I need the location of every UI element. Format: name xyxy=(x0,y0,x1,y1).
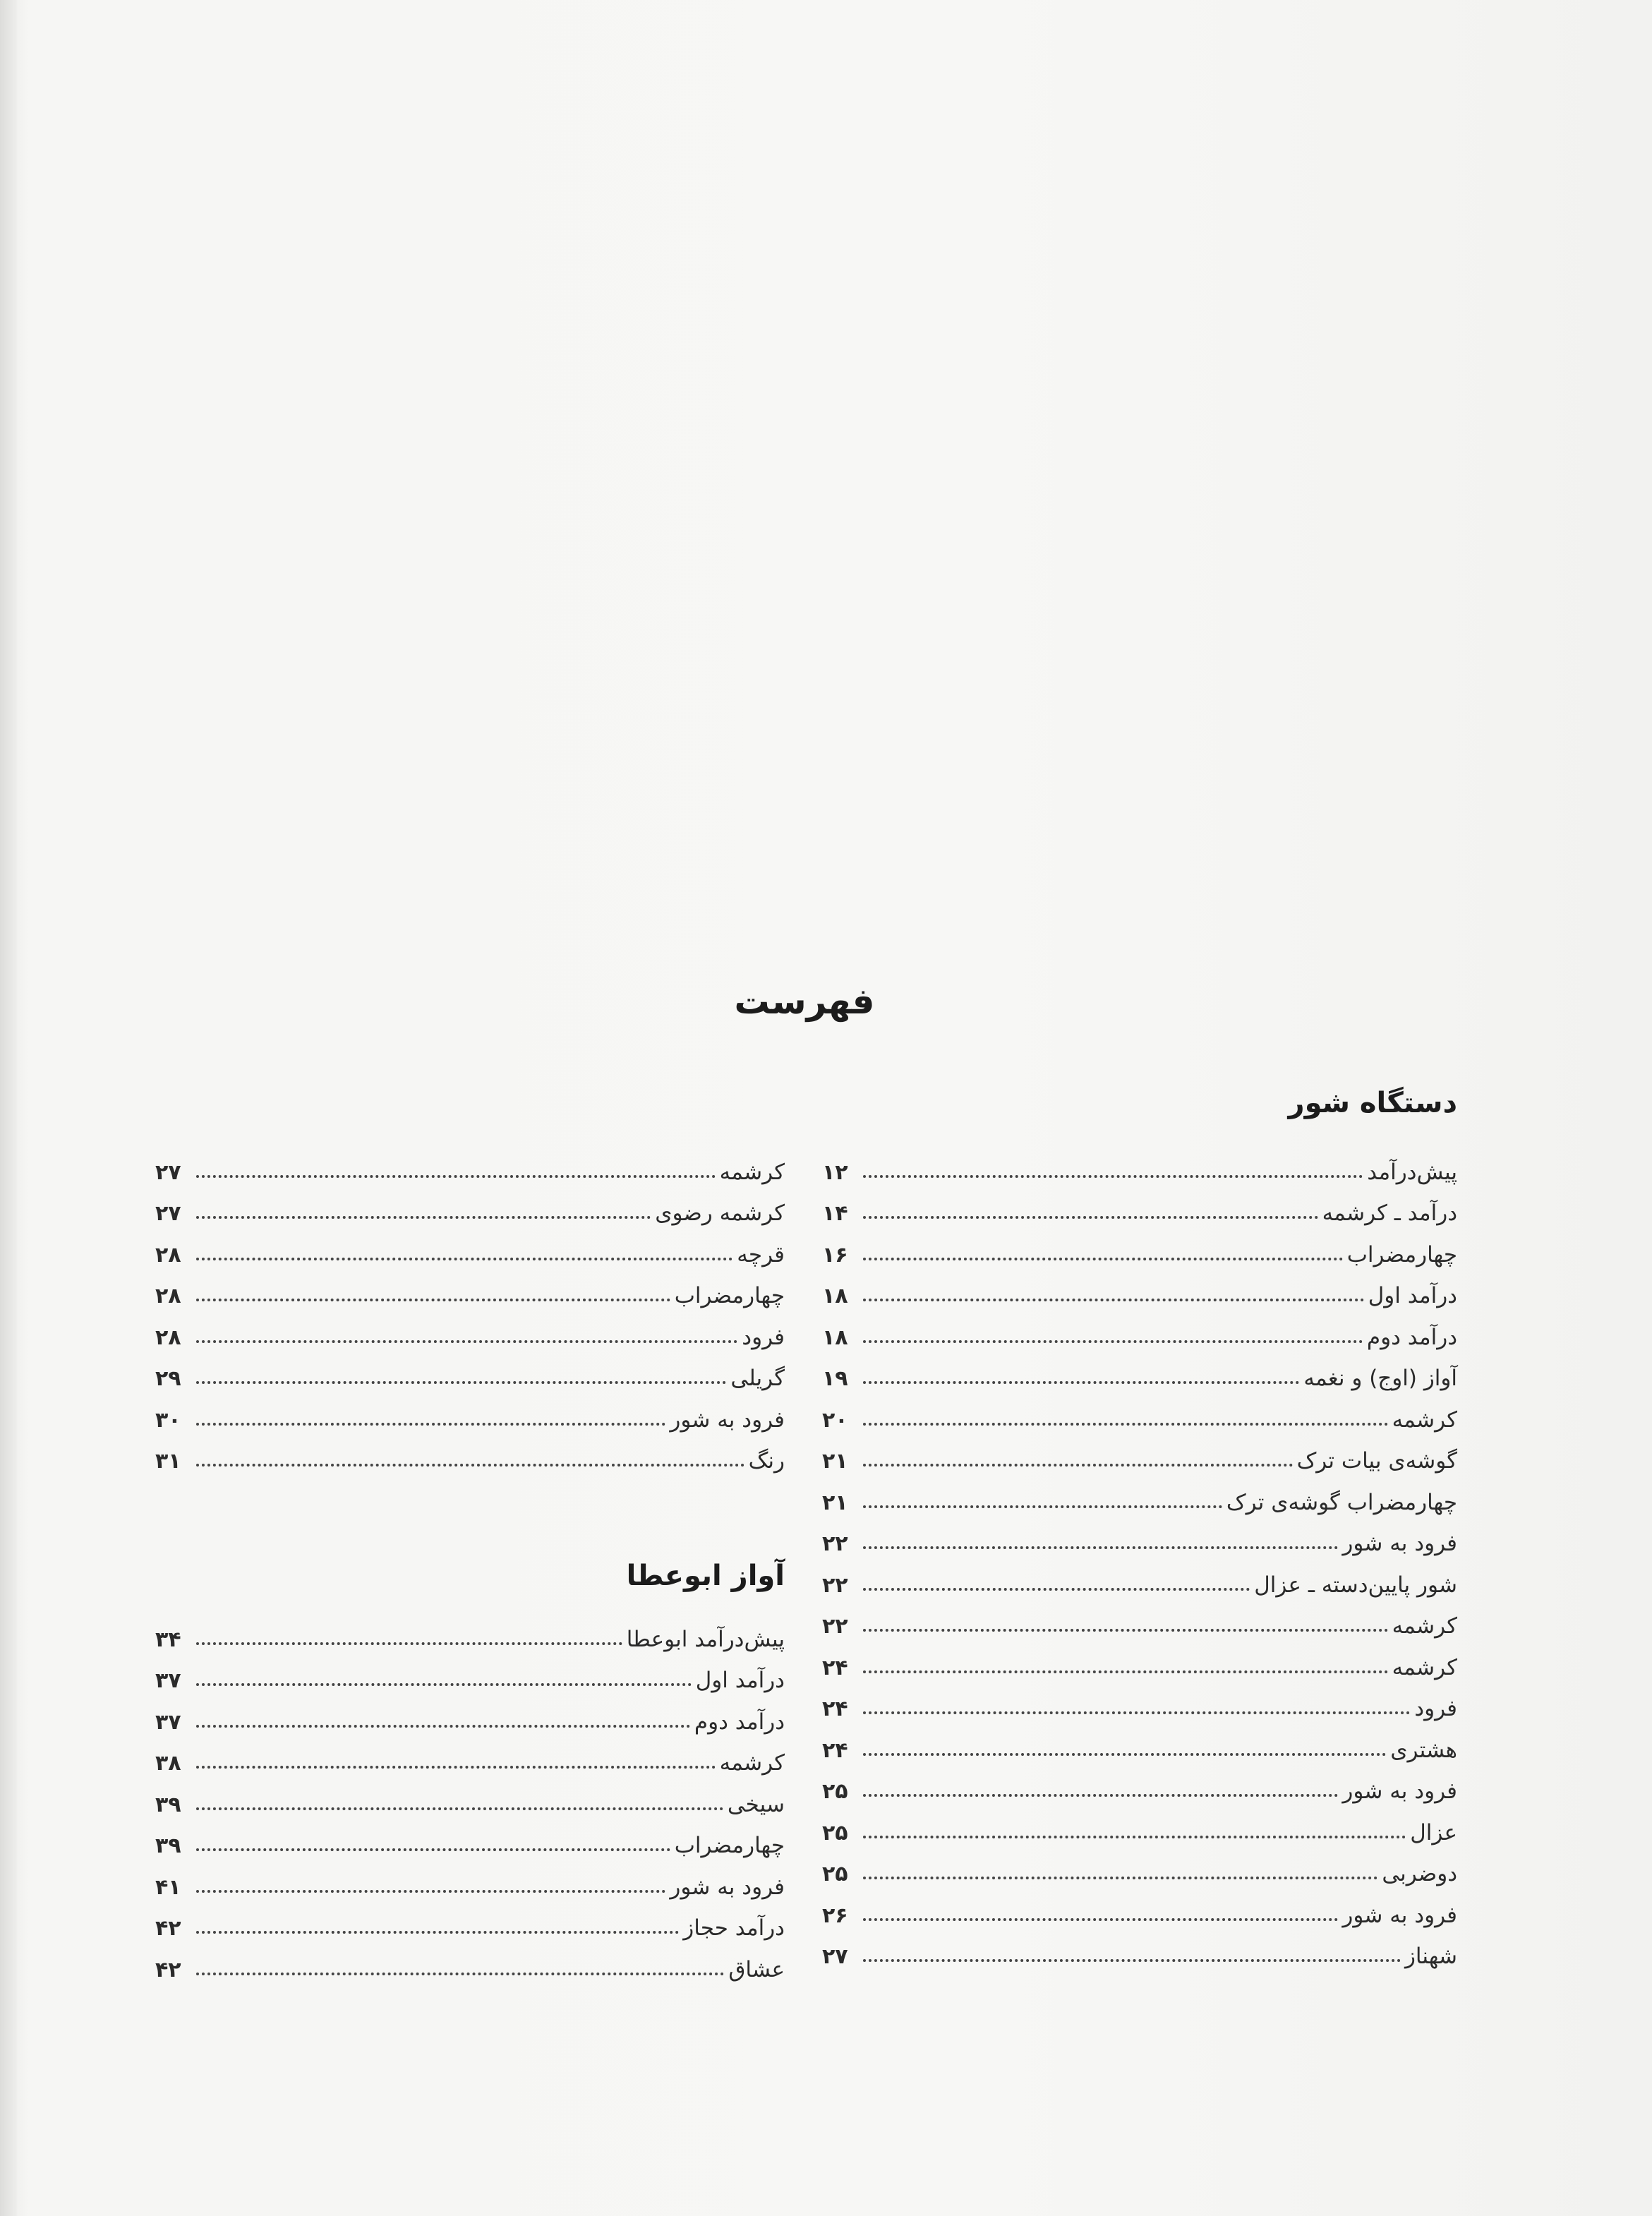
entry-title: گریلی xyxy=(730,1366,785,1391)
entry-page-number: ۳۹ xyxy=(155,1792,181,1817)
entry-page-number: ۴۲ xyxy=(155,1957,181,1982)
toc-entry xyxy=(822,1845,1457,1887)
entry-page-number: ۲۸ xyxy=(155,1284,181,1308)
dot-leader xyxy=(196,1766,716,1769)
entry-title: فرود به شور xyxy=(1342,1531,1457,1556)
entry-title: رنگ xyxy=(748,1448,785,1474)
toc-title: فهرست xyxy=(734,981,875,1022)
toc-list-avaz-abuata xyxy=(155,1610,785,1982)
entry-title: کرشمه xyxy=(719,1159,785,1185)
toc-entry xyxy=(822,1721,1457,1763)
toc-entry xyxy=(155,1693,785,1735)
entry-page-number: ۲۷ xyxy=(155,1201,181,1226)
entry-title: درآمد دوم xyxy=(694,1709,785,1735)
dot-leader xyxy=(863,1629,1388,1632)
dot-leader xyxy=(196,1890,665,1893)
entry-title: گوشه‌ی بیات ترک xyxy=(1296,1448,1457,1474)
toc-entry xyxy=(155,1776,785,1817)
entry-page-number: ۱۴ xyxy=(822,1201,848,1226)
entry-page-number: ۴۲ xyxy=(155,1916,181,1941)
dot-leader xyxy=(196,1931,679,1934)
entry-title: کرشمه رضوی xyxy=(655,1200,785,1226)
entry-page-number: ۲۴ xyxy=(822,1697,848,1721)
entry-page-number: ۲۵ xyxy=(822,1779,848,1804)
entry-page-number: ۲۱ xyxy=(822,1490,848,1515)
toc-entry xyxy=(155,1858,785,1900)
entry-title: هشتری xyxy=(1390,1737,1457,1763)
dot-leader xyxy=(863,1299,1364,1301)
dot-leader xyxy=(863,1670,1388,1673)
dot-leader xyxy=(196,1299,670,1301)
toc-entry xyxy=(822,1267,1457,1309)
dot-leader xyxy=(196,1216,651,1219)
entry-title: پیش‌درآمد xyxy=(1367,1159,1457,1185)
toc-entry xyxy=(822,1639,1457,1680)
entry-page-number: ۱۹ xyxy=(822,1366,848,1391)
entry-page-number: ۲۸ xyxy=(155,1325,181,1350)
entry-page-number: ۱۸ xyxy=(822,1325,848,1350)
dot-leader xyxy=(863,1794,1338,1797)
entry-page-number: ۲۰ xyxy=(822,1407,848,1433)
entry-page-number: ۱۸ xyxy=(822,1284,848,1308)
toc-entry xyxy=(822,1185,1457,1227)
entry-page-number: ۲۶ xyxy=(822,1903,848,1928)
toc-entry xyxy=(155,1941,785,1982)
toc-entry xyxy=(822,1391,1457,1433)
entry-title: عزال xyxy=(1410,1819,1457,1845)
entry-title: فرود xyxy=(1414,1696,1457,1721)
toc-list-dastgah-shur-continued xyxy=(155,1143,785,1474)
toc-entry xyxy=(822,1143,1457,1185)
entry-page-number: ۲۷ xyxy=(155,1160,181,1185)
entry-page-number: ۲۴ xyxy=(822,1655,848,1680)
dot-leader xyxy=(863,1216,1318,1219)
dot-leader xyxy=(863,1959,1401,1962)
entry-title: فرود به شور xyxy=(1342,1902,1457,1928)
toc-entry xyxy=(822,1350,1457,1392)
entry-page-number: ۱۲ xyxy=(822,1160,848,1185)
toc-entry xyxy=(822,1928,1457,1970)
toc-list-dastgah-shur xyxy=(822,1143,1457,1969)
dot-leader xyxy=(863,1918,1338,1921)
entry-title: فرود xyxy=(742,1324,785,1350)
dot-leader xyxy=(196,1642,622,1645)
entry-page-number: ۲۵ xyxy=(822,1820,848,1845)
entry-page-number: ۲۷ xyxy=(822,1944,848,1969)
dot-leader xyxy=(863,1546,1338,1549)
entry-title: چهارمضراب xyxy=(1346,1241,1457,1267)
entry-page-number: ۳۷ xyxy=(155,1668,181,1693)
toc-entry xyxy=(155,1652,785,1694)
toc-entry xyxy=(155,1610,785,1652)
toc-entry xyxy=(822,1226,1457,1267)
entry-title: کرشمه xyxy=(1392,1654,1457,1680)
dot-leader xyxy=(196,1725,690,1728)
entry-page-number: ۲۱ xyxy=(822,1449,848,1474)
toc-entry xyxy=(822,1763,1457,1805)
entry-title: فرود به شور xyxy=(670,1874,785,1900)
toc-entry xyxy=(155,1817,785,1859)
entry-title: قرچه xyxy=(737,1241,785,1267)
entry-title: فرود به شور xyxy=(1342,1778,1457,1804)
entry-title: کرشمه xyxy=(1392,1613,1457,1639)
entry-title: درآمد حجاز xyxy=(683,1915,785,1941)
toc-entry xyxy=(155,1185,785,1227)
entry-page-number: ۱۶ xyxy=(822,1242,848,1267)
toc-entry xyxy=(822,1515,1457,1557)
entry-page-number: ۴۱ xyxy=(155,1874,181,1900)
toc-entry xyxy=(822,1680,1457,1722)
entry-title: چهارمضراب xyxy=(674,1283,785,1308)
dot-leader xyxy=(863,1877,1377,1879)
entry-title: دوضربی xyxy=(1382,1861,1457,1886)
dot-leader xyxy=(863,1381,1299,1384)
dot-leader xyxy=(863,1464,1293,1467)
dot-leader xyxy=(863,1423,1388,1426)
dot-leader xyxy=(196,1340,737,1343)
toc-entry xyxy=(155,1391,785,1433)
dot-leader xyxy=(196,1683,692,1686)
toc-entry xyxy=(822,1433,1457,1474)
toc-entry xyxy=(822,1556,1457,1598)
toc-entry xyxy=(155,1735,785,1776)
entry-title: کرشمه xyxy=(719,1750,785,1776)
toc-entry xyxy=(822,1598,1457,1639)
entry-title: شهناز xyxy=(1404,1944,1457,1969)
entry-title: چهارمضراب xyxy=(674,1833,785,1858)
entry-page-number: ۲۲ xyxy=(822,1531,848,1556)
entry-page-number: ۳۱ xyxy=(155,1449,181,1474)
toc-entry xyxy=(155,1267,785,1309)
entry-page-number: ۳۰ xyxy=(155,1407,181,1433)
entry-title: درآمد اول xyxy=(695,1668,785,1693)
entry-page-number: ۲۲ xyxy=(822,1572,848,1598)
dot-leader xyxy=(863,1753,1386,1756)
entry-title: درآمد اول xyxy=(1368,1283,1457,1308)
entry-title: کرشمه xyxy=(1392,1407,1457,1433)
entry-page-number: ۳۷ xyxy=(155,1709,181,1735)
entry-title: درآمد دوم xyxy=(1366,1324,1457,1350)
dot-leader xyxy=(196,1175,716,1178)
dot-leader xyxy=(196,1973,724,1975)
dot-leader xyxy=(196,1848,670,1851)
dot-leader xyxy=(196,1381,726,1384)
section-heading-dastgah-shur: دستگاه شور xyxy=(1288,1087,1457,1119)
toc-entry xyxy=(155,1226,785,1267)
toc-entry xyxy=(155,1350,785,1392)
toc-entry xyxy=(155,1900,785,1941)
entry-title: عشاق xyxy=(728,1956,785,1982)
entry-title: شور پایین‌دسته ـ عزال xyxy=(1254,1572,1457,1598)
toc-entry xyxy=(822,1804,1457,1845)
dot-leader xyxy=(863,1711,1410,1714)
dot-leader xyxy=(863,1836,1406,1838)
dot-leader xyxy=(863,1505,1222,1508)
dot-leader xyxy=(863,1340,1363,1343)
dot-leader xyxy=(196,1464,744,1467)
entry-title: چهارمضراب گوشه‌ی ترک xyxy=(1226,1489,1457,1515)
entry-page-number: ۲۲ xyxy=(822,1614,848,1639)
dot-leader xyxy=(196,1807,723,1810)
entry-title: درآمد ـ کرشمه xyxy=(1322,1200,1457,1226)
entry-page-number: ۲۴ xyxy=(822,1738,848,1763)
dot-leader xyxy=(196,1423,665,1426)
toc-entry xyxy=(155,1308,785,1350)
toc-entry xyxy=(822,1886,1457,1928)
entry-page-number: ۳۸ xyxy=(155,1751,181,1776)
entry-title: آواز (اوج) و نغمه xyxy=(1303,1366,1457,1391)
toc-entry xyxy=(822,1308,1457,1350)
entry-page-number: ۳۹ xyxy=(155,1833,181,1858)
entry-page-number: ۲۸ xyxy=(155,1242,181,1267)
toc-entry xyxy=(155,1143,785,1185)
toc-entry xyxy=(155,1433,785,1474)
entry-page-number: ۲۹ xyxy=(155,1366,181,1391)
dot-leader xyxy=(863,1175,1363,1178)
page-binding-edge xyxy=(0,0,17,2216)
dot-leader xyxy=(863,1588,1250,1591)
section-heading-avaz-abuata: آواز ابوعطا xyxy=(626,1560,785,1592)
dot-leader xyxy=(196,1258,732,1260)
entry-title: پیش‌درآمد ابوعطا xyxy=(626,1626,785,1652)
entry-page-number: ۳۴ xyxy=(155,1627,181,1652)
entry-title: فرود به شور xyxy=(670,1407,785,1433)
entry-page-number: ۲۵ xyxy=(822,1862,848,1886)
dot-leader xyxy=(863,1258,1343,1260)
toc-entry xyxy=(822,1474,1457,1515)
entry-title: سیخی xyxy=(727,1791,785,1817)
